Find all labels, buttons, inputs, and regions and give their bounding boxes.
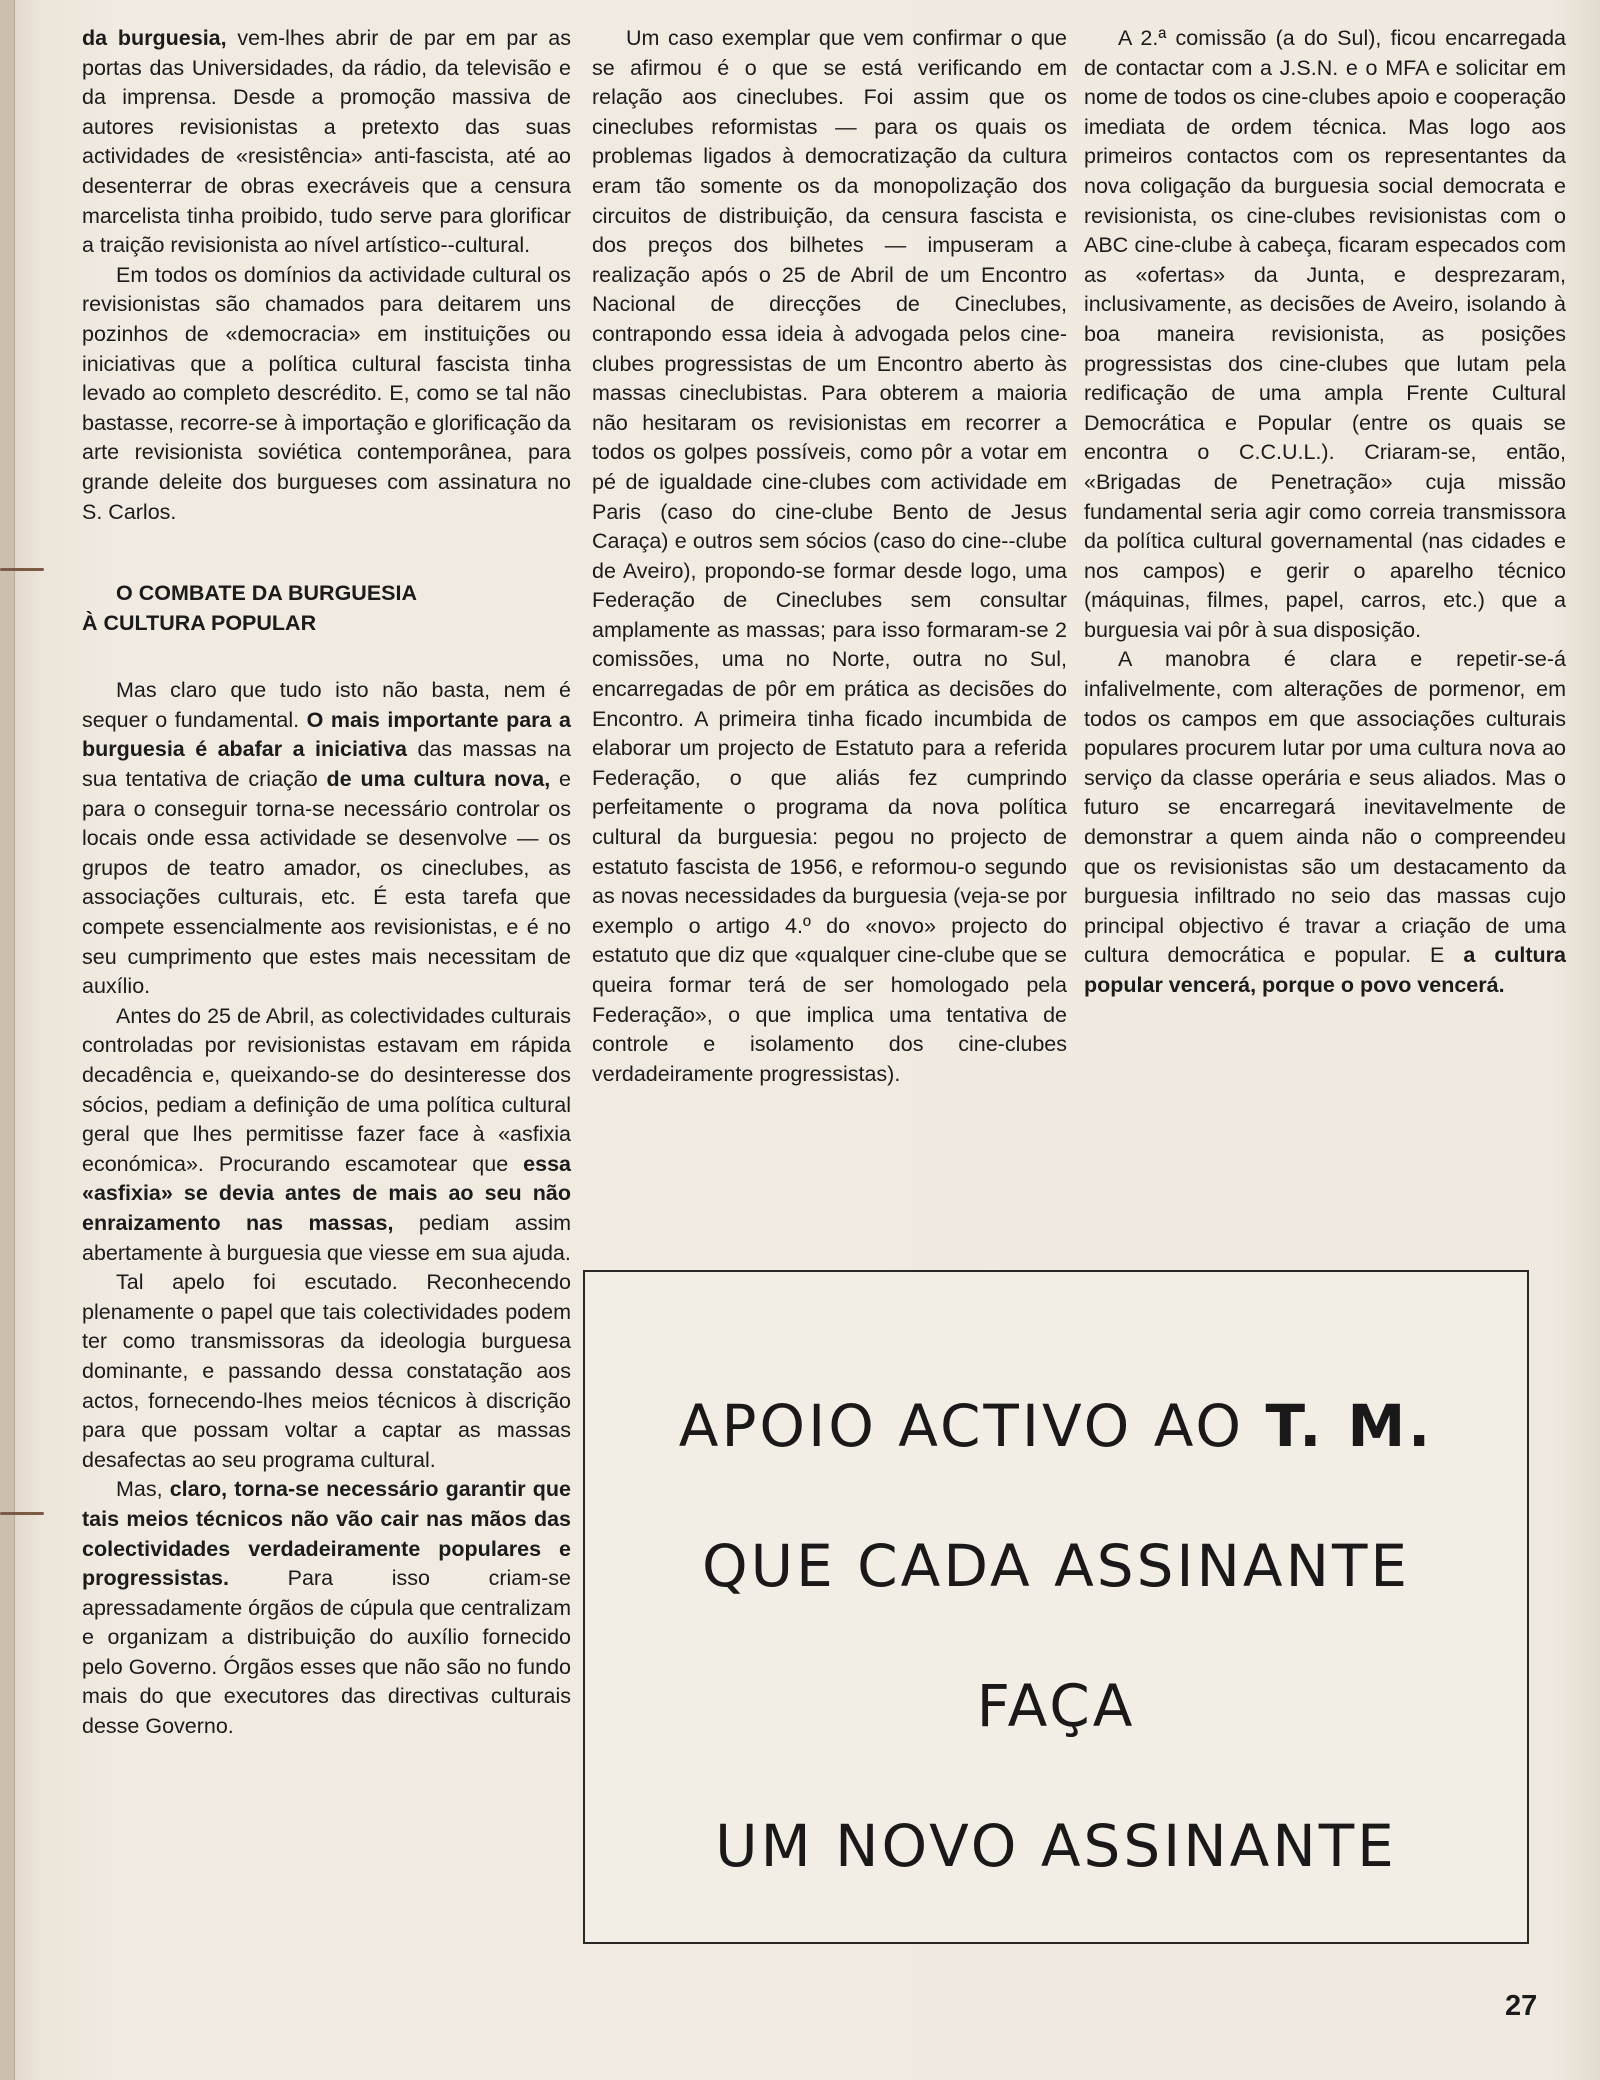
bold-text: O mais importante para a burguesia é abafar a iniciativa [82, 707, 571, 762]
advert-line: QUE CADA ASSINANTE [701, 1532, 1411, 1600]
section-heading [82, 579, 571, 638]
advert-bold-text: T. M. [1265, 1392, 1434, 1460]
page-binding [0, 0, 15, 2080]
heading-line: À CULTURA POPULAR [82, 610, 317, 635]
text: Para isso criam-se apressadamente órgãos de cúpula que centralizam e organizam a distribuição do auxílio fornecido pelo Governo. Órgãos esses que não são no fundo mais do que executores das directivas culturais desse Governo. [82, 1566, 571, 1739]
advert-line [585, 1392, 1527, 1460]
article-column-2 [592, 24, 1067, 1089]
bold-text: a cultura popular vencerá, porque o povo vencerá. [1084, 943, 1566, 997]
text: das massas na sua tentativa de criação [82, 737, 571, 792]
article-column-3 [1084, 24, 1566, 1001]
paragraph [82, 1475, 571, 1741]
text: vem-lhes abrir de par em par as portas das Universidades, da rádio, da televisão e da imprensa. Desde a promoção massiva de autores revisionistas a pretexto das suas actividades de «resistência» anti-fascista, até ao desenterrar de obras execráveis que a censura marcelista tinha proibido, tudo serve para glorificar a traição revisionista ao nível artístico--cultural. [82, 26, 571, 258]
page-number: 27 [1505, 1990, 1538, 2022]
text: pediam assim abertamente à burguesia que viesse em sua ajuda. [82, 1210, 572, 1265]
paragraph: Em todos os domínios da actividade cultural os revisionistas são chamados para deitarem uns pozinhos de «democracia» em instituições ou iniciativas que a política cultural fascista tinha levado ao completo descrédito. E, como se tal não bastasse, recorre-se à importação e glorificação da arte revisionista soviética contemporânea, para grande deleite dos burgueses com assinatura no S. Carlos. [82, 262, 571, 524]
advert-text: APOIO ACTIVO AO [678, 1392, 1266, 1460]
spacer [82, 527, 571, 579]
article-column-1 [82, 24, 571, 1742]
paragraph [82, 1002, 571, 1268]
advert-line: FAÇA [976, 1672, 1136, 1740]
text: A manobra é clara e repetir-se-á infalivelmente, com alterações de pormenor, em todos os campos em que associações culturais populares procurem lutar por uma cultura nova ao serviço da classe operária e seus aliados. Mas o futuro se encarregará inevitavelmente de demonstrar a quem ainda não o compreendeu que os revisionistas são um destacamento da burguesia infiltrado no seio das massas cujo principal objectivo é travar a criação de uma cultura democrática e popular. E [1084, 647, 1566, 968]
binding-stitch [0, 1512, 44, 1515]
text: Mas, [116, 1477, 170, 1502]
paragraph [82, 24, 571, 261]
spacer [82, 638, 571, 676]
paragraph: Tal apelo foi escutado. Reconhecendo plenamente o papel que tais colectividades podem ter como transmissoras da ideologia burguesa dominante, e passando dessa constatação aos actos, fornecendo-lhes meios técnicos à discrição para que possam voltar a captar as massas desafectas ao seu programa cultural. [82, 1270, 571, 1472]
subscription-advert-box [583, 1270, 1529, 1944]
text: e para o conseguir torna-se necessário controlar os locais onde essa actividade se desenvolve — os grupos de teatro amador, os cineclubes, as associações culturais, etc. É esta tarefa que compete essencialmente aos revisionistas, e é no seu cumprimento que estes mais necessitam de auxílio. [82, 767, 571, 999]
heading-line: O COMBATE DA BURGUESIA [116, 581, 417, 606]
bold-text: claro, torna-se necessário garantir que tais meios técnicos não vão cair nas mãos das colectividades verdadeiramente populares e progressistas. [82, 1477, 571, 1591]
paragraph [1084, 645, 1566, 1000]
bold-text: de uma cultura nova, [326, 767, 551, 792]
bold-text: da burguesia, [82, 26, 227, 50]
binding-stitch [0, 568, 44, 571]
paragraph [82, 676, 571, 1002]
paragraph: Um caso exemplar que vem confirmar o que se afirmou é o que se está verificando em relação aos cineclubes. Foi assim que os cineclubes reformistas — para os quais os problemas ligados à democratização da cultura eram tão somente os da monopolização dos circuitos de distribuição, da censura fascista e dos preços dos bilhetes — impuseram a realização após o 25 de Abril de um Encontro Nacional de direcções de Cineclubes, contrapondo essa ideia à advogada pelos cine-clubes progressistas de um Encontro aberto às massas cineclubistas. Para obterem a maioria não hesitaram os revisionistas em recorrer a todos os golpes possíveis, como pôr a votar em pé de igualdade cine-clubes com actividade em Paris (caso do cine-clube Bento de Jesus Caraça) e outros sem sócios (caso do cine--clube de Aveiro), propondo-se formar desde logo, uma Federação de Cineclubes sem consultar amplamente as massas; para isso formaram-se 2 comissões, uma no Norte, outra no Sul, encarregadas de pôr em prática as decisões do Encontro. A primeira tinha ficado incumbida de elaborar um projecto de Estatuto para a referida Federação, o que aliás fez cumprindo perfeitamente o programa da nova política cultural da burguesia: pegou no projecto de estatuto fascista de 1956, e reformou-o segundo as novas necessidades da burguesia (veja-se por exemplo o artigo 4.º do «novo» projecto do estatuto que diz que «qualquer cine-clube que se queira formar terá de ser homologado pela Federação», o que implica uma tentativa de controle e isolamento dos cine-clubes verdadeiramente progressistas). [592, 26, 1067, 1086]
text: Antes do 25 de Abril, as colectividades culturais controladas por revisionistas estavam em rápida decadência e, queixando-se do desinteresse dos sócios, pediam a definição de uma política cultural geral que lhes permitisse fazer face à «asfixia económica». Procurando escamotear que [82, 1003, 571, 1176]
paragraph: A 2.ª comissão (a do Sul), ficou encarregada de contactar com a J.S.N. e o MFA e solicitar em nome de todos os cine-clubes apoio e cooperação imediata de ordem técnica. Mas logo aos primeiros contactos com os representantes da nova coligação da burguesia social democrata e revisionista, os cine-clubes revisionistas com o ABC cine-clube à cabeça, ficaram especados com as «ofertas» da Junta, e desprezaram, inclusivamente, as decisões de Aveiro, isolando à boa maneira revisionista, as posições progressistas dos cine-clubes que lutam pela redificação de uma ampla Frente Cultural Democrática e Popular (entre os quais se encontra o C.C.U.L.). Criaram-se, então, «Brigadas de Penetração» cuja missão fundamental seria agir como correia transmissora da política cultural governamental (nas cidades e nos campos) e gerir o aparelho técnico (máquinas, filmes, papel, carros, etc.) que a burguesia vai pôr à sua disposição. [1084, 26, 1566, 642]
text: Mas claro que tudo isto não basta, nem é sequer o fundamental. [82, 678, 571, 732]
bold-text: essa «asfixia» se devia antes de mais ao seu não enraizamento nas massas, [82, 1151, 571, 1235]
advert-line: UM NOVO ASSINANTE [715, 1812, 1397, 1880]
